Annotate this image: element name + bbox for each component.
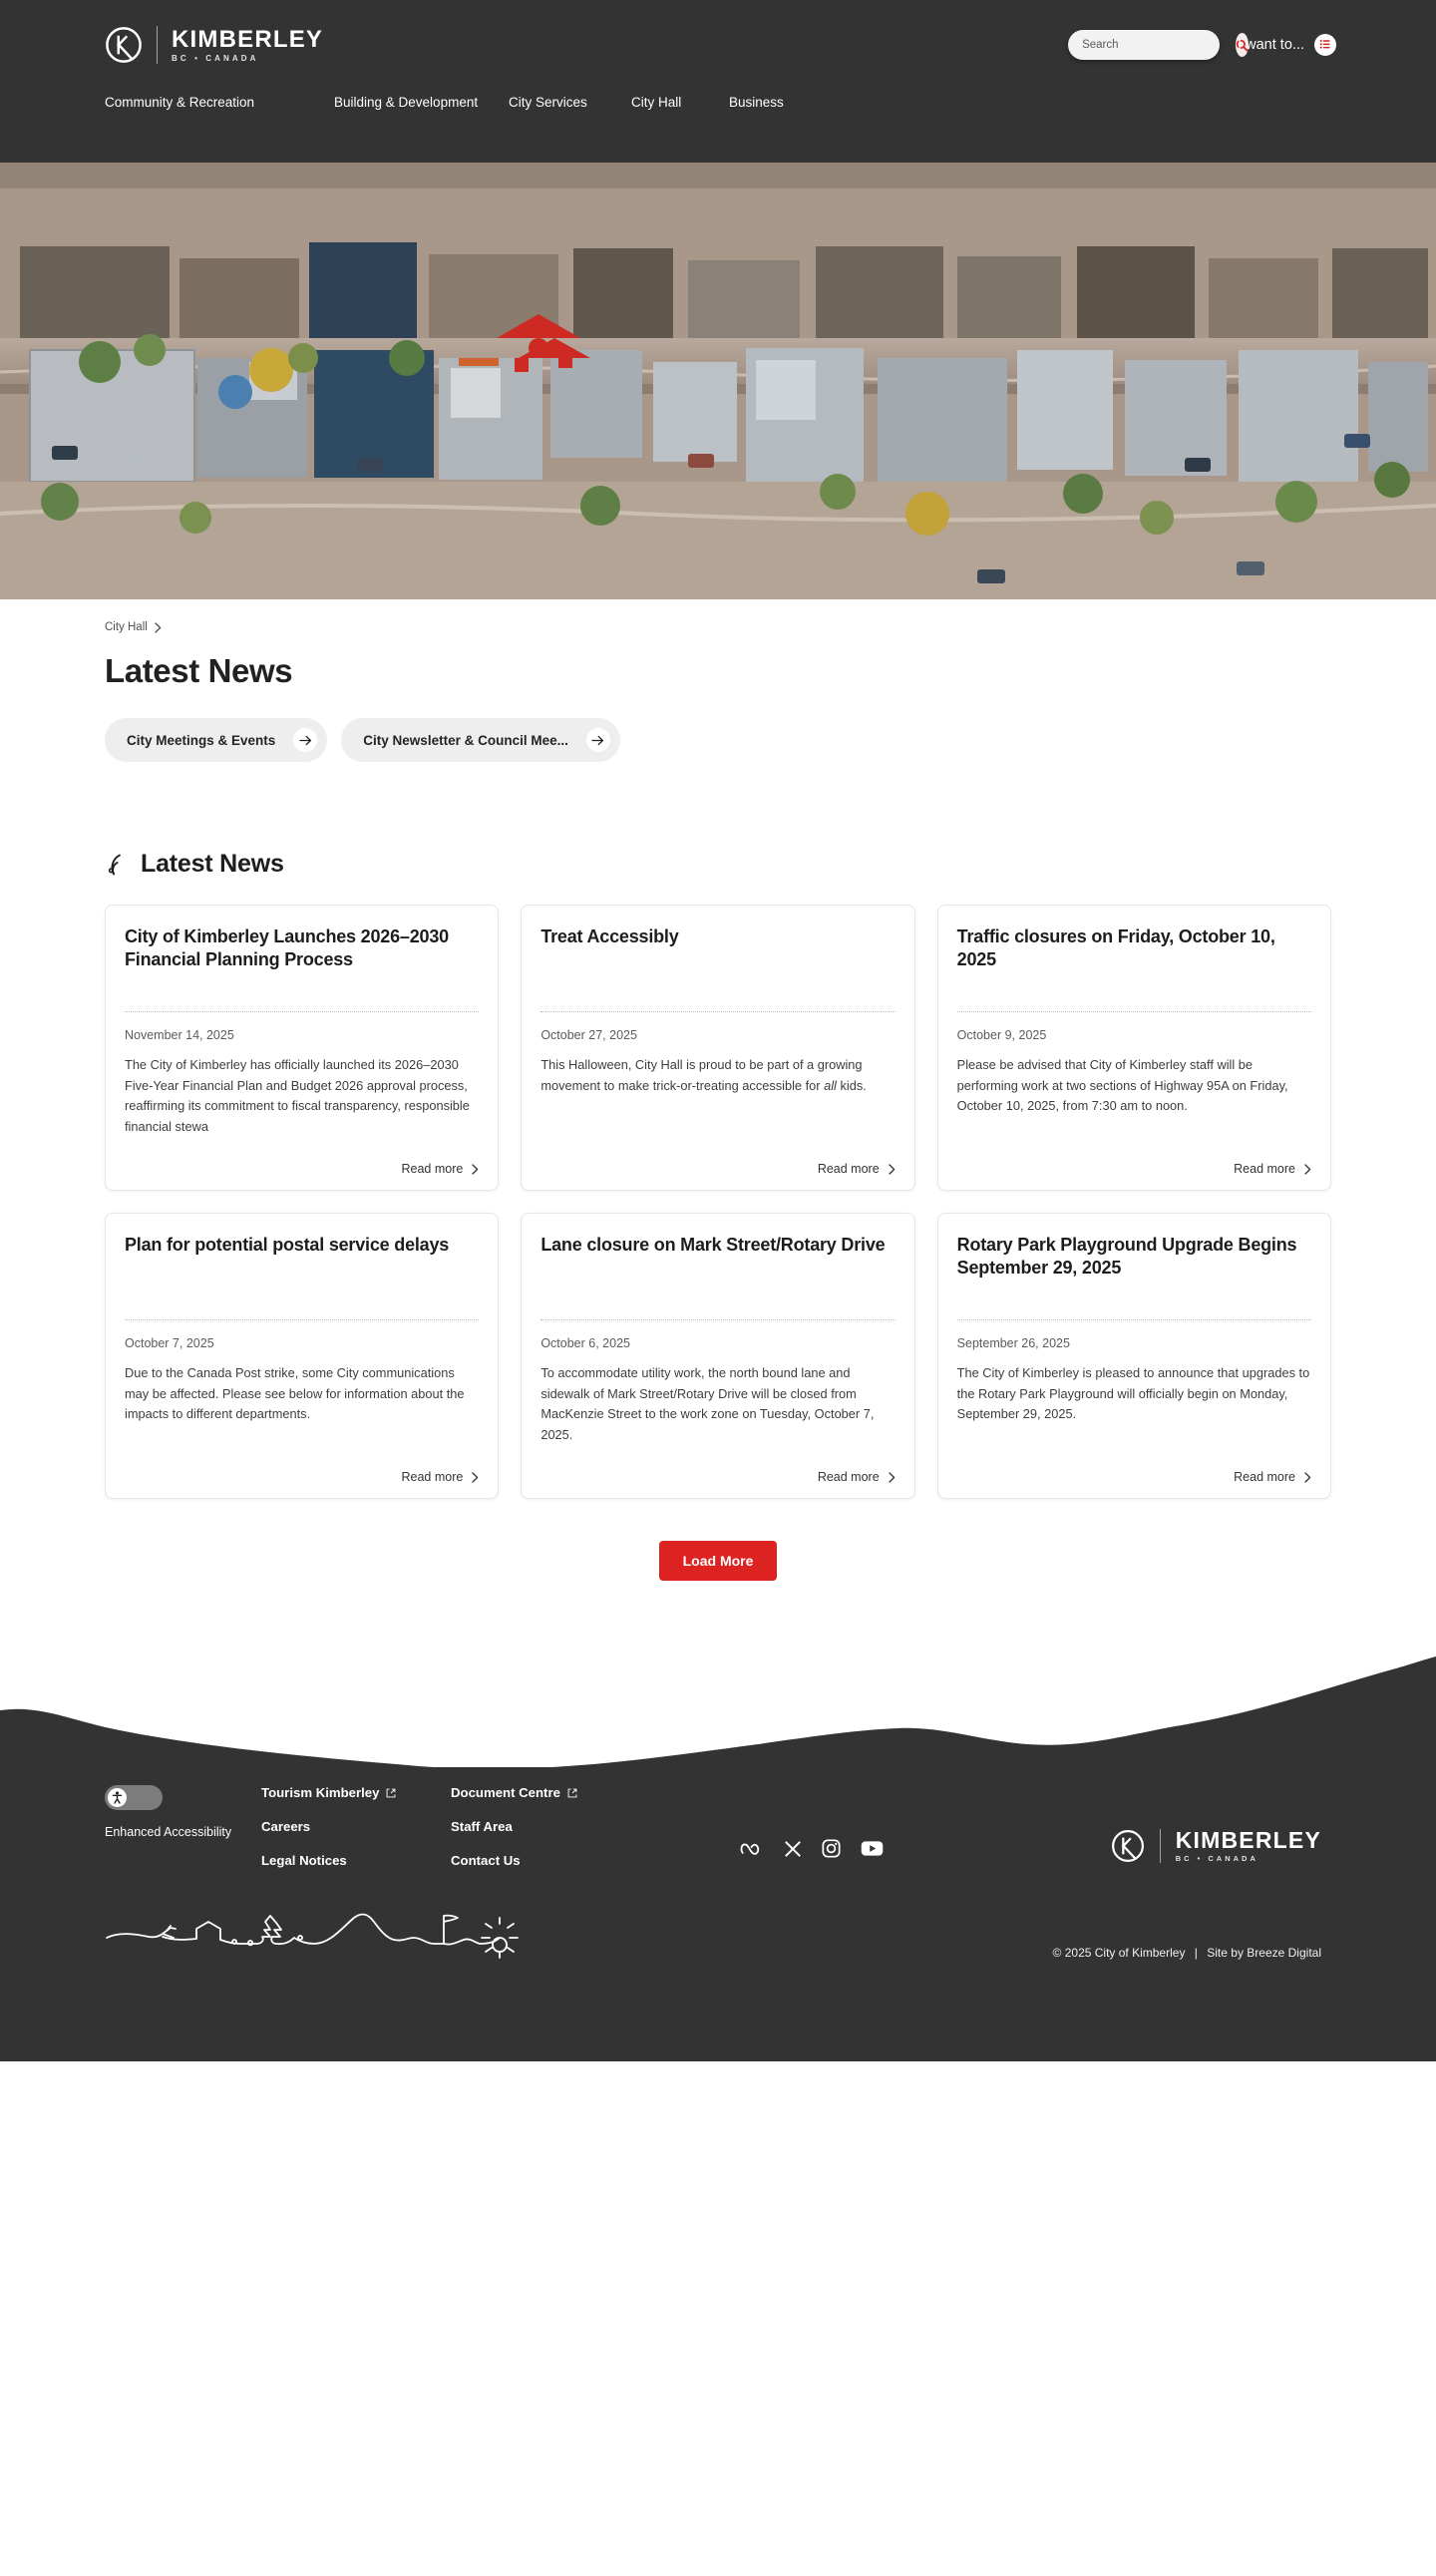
brand-name: KIMBERLEY [172,25,324,53]
quick-link-label: City Newsletter & Council Mee... [363,732,568,748]
nav-item-community-recreation[interactable]: Community & Recreation [105,95,255,110]
latest-news-section-header [105,850,1331,879]
section-title: Latest News [141,850,284,878]
news-card[interactable] [105,905,499,1191]
i-want-to-label: I want to... [1238,37,1304,53]
news-card-date: October 27, 2025 [540,1028,637,1042]
footer-link-label: Document Centre [451,1785,560,1800]
read-more-link[interactable] [401,1470,479,1484]
chevron-right-icon [889,1472,896,1483]
quick-link-label: City Meetings & Events [127,732,276,748]
quick-links [105,718,1331,762]
card-divider [957,1319,1311,1320]
footer-links-column-1 [261,1785,451,1868]
nav-item-city-hall[interactable]: City Hall [631,95,682,110]
read-more-label: Read more [401,1162,464,1176]
arrow-right-icon [586,728,610,752]
news-card-excerpt: Due to the Canada Post strike, some City communications may be affected. Please see below for information about the impacts to different departments. [125,1365,465,1422]
footer-brand-name: KIMBERLEY [1175,1827,1321,1854]
news-card[interactable] [937,905,1331,1191]
news-card-grid [105,905,1331,1499]
footer-link-label: Tourism Kimberley [261,1785,380,1800]
quick-link-city-newsletter-council-meetings[interactable] [341,718,620,762]
news-card-date: November 14, 2025 [125,1028,234,1042]
excerpt-part: kids. [836,1077,867,1093]
footer-link-careers[interactable] [261,1819,451,1834]
footer-link-document-centre[interactable] [451,1785,660,1800]
read-more-label: Read more [401,1470,464,1484]
footer-link-label: Legal Notices [261,1853,347,1868]
card-divider [957,1011,1311,1012]
search-input[interactable] [1082,39,1236,51]
copyright-line [1053,1946,1331,1966]
read-more-link[interactable] [818,1162,896,1176]
external-link-icon [386,1788,396,1798]
news-card[interactable] [937,1213,1331,1499]
kimberley-k-logo-icon [105,26,143,64]
excerpt-part: This Halloween, City Hall is proud to be part of a growing movement to make trick-or-treating accessible for [540,1057,863,1093]
chevron-right-icon [1304,1472,1311,1483]
news-card-excerpt: The City of Kimberley is pleased to announce that upgrades to the Rotary Park Playground will officially begin on Monday, September 29, 2025. [956,1365,1310,1422]
card-divider [125,1011,479,1012]
footer-link-legal-notices[interactable] [261,1853,451,1868]
footer-link-label: Contact Us [451,1853,521,1868]
meta-icon[interactable] [740,1840,764,1863]
read-more-link[interactable] [818,1470,896,1484]
card-divider [540,1319,895,1320]
site-logo-link[interactable] [105,26,323,64]
chevron-right-icon [155,622,162,633]
chevron-right-icon [1304,1164,1311,1175]
card-divider [540,1011,895,1012]
kimberley-k-logo-icon [1111,1829,1145,1863]
enhanced-accessibility-block [105,1785,246,1842]
social-links [740,1839,884,1863]
hero-banner-image [0,163,1436,599]
accessibility-toggle[interactable] [105,1785,163,1810]
arrow-right-icon [293,728,317,752]
primary-navigation [105,95,784,110]
nav-item-city-services[interactable]: City Services [509,95,587,110]
read-more-label: Read more [817,1162,880,1176]
nav-item-business[interactable]: Business [729,95,784,110]
youtube-icon[interactable] [861,1840,884,1862]
card-divider [125,1319,479,1320]
read-more-label: Read more [1234,1162,1295,1176]
footer-link-staff-area[interactable] [451,1819,660,1834]
brand-tagline: BC • CANADA [172,53,259,63]
copyright-text: © 2025 City of Kimberley [1052,1946,1186,1960]
logo-divider [157,26,158,64]
news-card-date: September 26, 2025 [956,1336,1070,1350]
footer-logo-link[interactable] [1111,1829,1321,1863]
news-card-title: Traffic closures on Friday, October 10, 2025 [956,926,1275,969]
i-want-to-button[interactable] [1238,34,1336,56]
footer-links-column-2 [451,1785,660,1868]
footer-brand-tagline: BC • CANADA [1175,1854,1258,1864]
chevron-right-icon [472,1164,479,1175]
news-card-excerpt: The City of Kimberley has officially launched its 2026–2030 Five-Year Financial Plan and Budget 2026 approval process, reaffirming its commitment to fiscal transparency, responsible financial stewa [125,1057,470,1135]
news-card-title: City of Kimberley Launches 2026–2030 Financial Planning Process [125,926,449,969]
site-header [0,0,1436,163]
news-card-date: October 7, 2025 [125,1336,214,1350]
logo-divider [1160,1829,1161,1863]
quick-link-city-meetings-events[interactable] [105,718,327,762]
x-twitter-icon[interactable] [784,1840,802,1863]
news-card-title: Lane closure on Mark Street/Rotary Drive [540,1235,886,1255]
instagram-icon[interactable] [822,1839,841,1863]
read-more-link[interactable] [401,1162,479,1176]
read-more-link[interactable] [1234,1162,1311,1176]
news-card-title: Treat Accessibly [540,926,679,946]
footer-link-label: Careers [261,1819,311,1834]
news-card-excerpt: Please be advised that City of Kimberley staff will be performing work at two sections of Highway 95A on Friday, October 10, 2025, from 7:30 am to noon. [956,1057,1288,1114]
read-more-label: Read more [817,1470,880,1484]
copyright-divider: | [1194,1946,1198,1960]
footer-link-label: Staff Area [451,1819,513,1834]
page-content [0,599,1436,1591]
news-card-excerpt: To accommodate utility work, the north bound lane and sidewalk of Mark Street/Rotary Drive will be closed from MacKenzie Street to the work zone on Tuesday, October 7, 2025. [540,1365,875,1443]
news-card-title: Rotary Park Playground Upgrade Begins September 29, 2025 [956,1235,1297,1278]
news-card[interactable] [521,1213,914,1499]
rss-feed-icon [105,853,129,877]
breadcrumb-item-city-hall[interactable]: City Hall [105,621,148,633]
site-credit-link[interactable]: Site by Breeze Digital [1207,1946,1321,1960]
breadcrumb [105,599,1331,633]
news-card-date: October 9, 2025 [956,1028,1047,1042]
nav-item-building-development[interactable]: Building & Development [334,95,479,110]
accessibility-person-icon [108,1788,127,1807]
external-link-icon [567,1788,577,1798]
news-card-title: Plan for potential postal service delays [125,1235,450,1255]
excerpt-emphasis: all [824,1077,837,1093]
accessibility-label: Enhanced Accessibility [105,1825,232,1839]
news-card[interactable] [521,905,914,1191]
read-more-link[interactable] [1234,1470,1311,1484]
site-footer [0,1767,1436,2061]
news-card-excerpt [540,1055,895,1096]
read-more-label: Read more [1234,1470,1295,1484]
header-utilities [1068,30,1336,60]
chevron-right-icon [472,1472,479,1483]
kimberley-line-drawing [105,1904,524,1966]
chevron-right-icon [889,1164,896,1175]
footer-link-contact-us[interactable] [451,1853,660,1868]
footer-link-tourism-kimberley[interactable] [261,1785,451,1800]
news-card-date: October 6, 2025 [540,1336,630,1350]
footer-wave-divider [0,1649,1436,1768]
news-card[interactable] [105,1213,499,1499]
load-more-button[interactable]: Load More [659,1541,778,1581]
page-title: Latest News [105,652,293,689]
search-box[interactable] [1068,30,1220,60]
menu-list-icon [1314,34,1336,56]
